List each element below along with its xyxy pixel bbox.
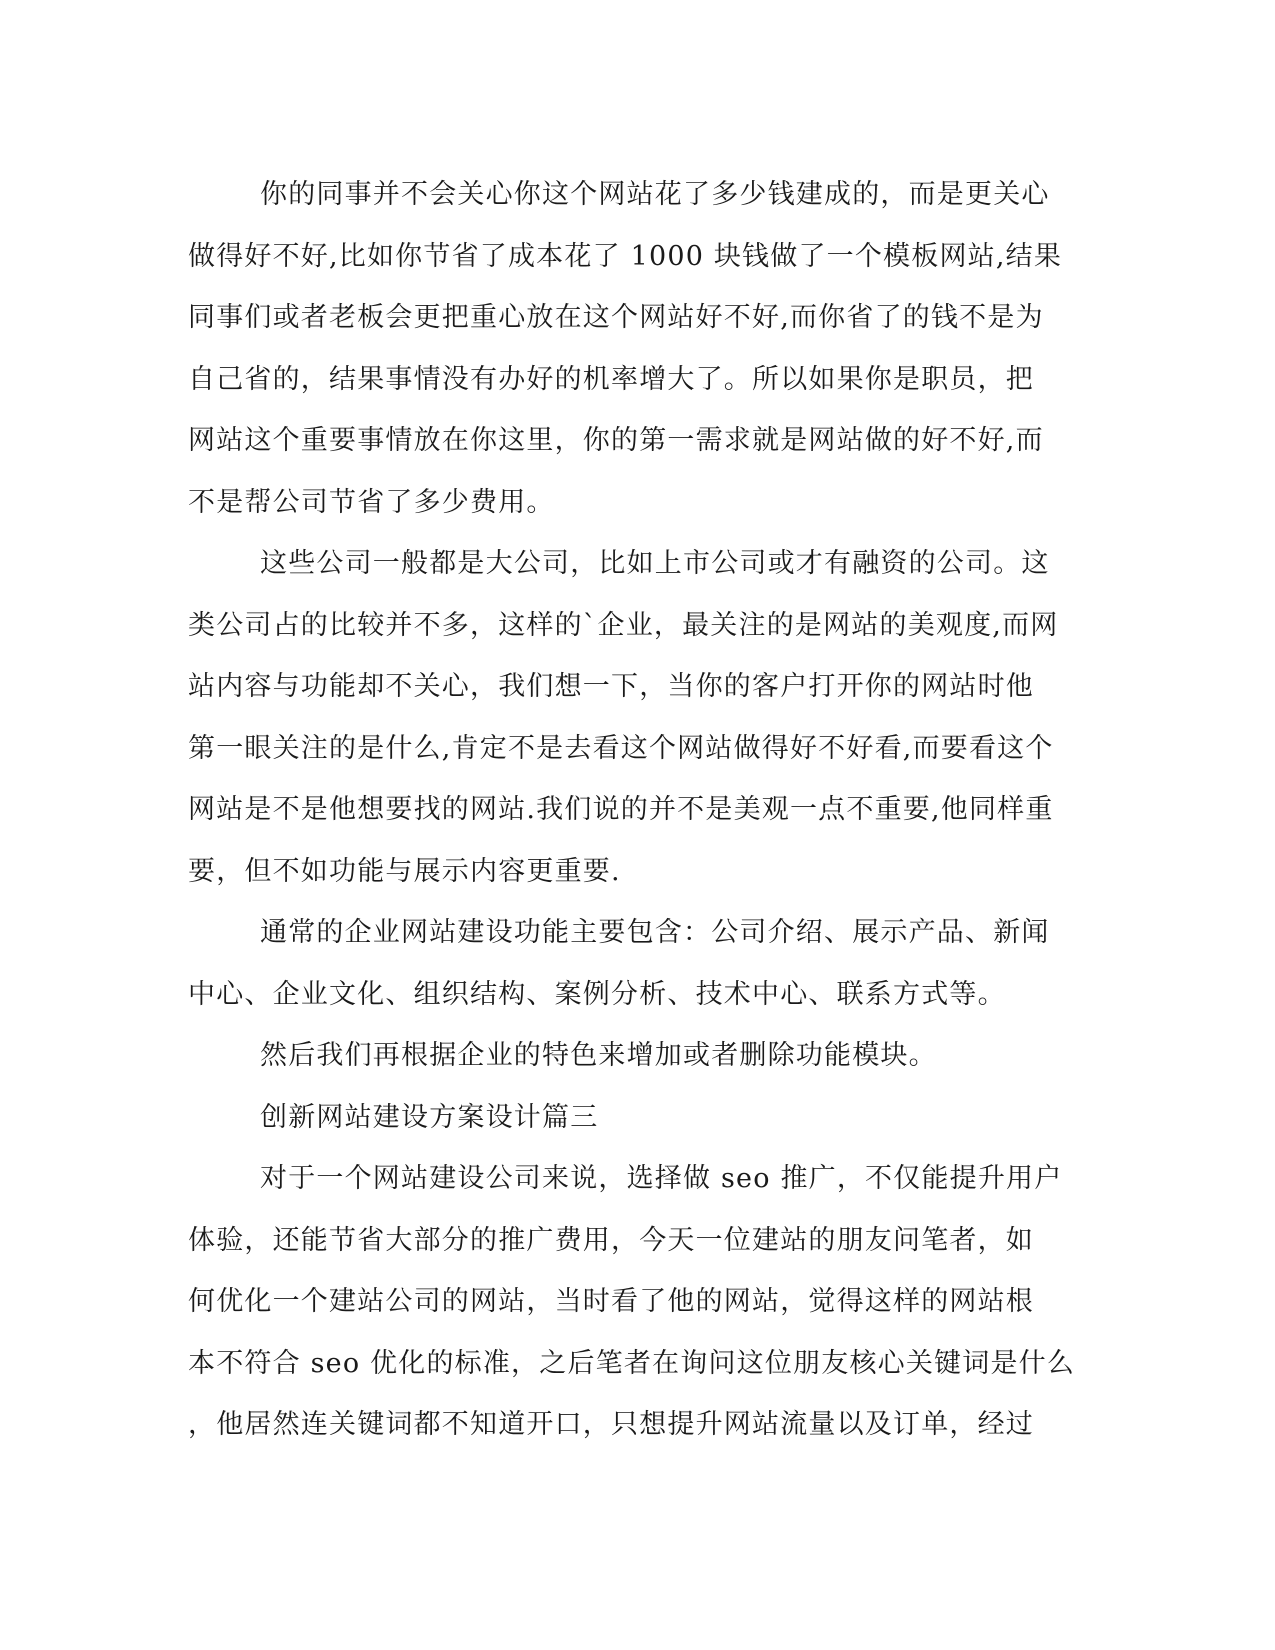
text-line: 做得好不好,比如你节省了成本花了 1000 块钱做了一个模板网站,结果 — [188, 240, 1063, 272]
text-line: 要，但不如功能与展示内容更重要. — [188, 855, 621, 887]
text-line: 不是帮公司节省了多少费用。 — [188, 486, 555, 518]
text-line: 网站是不是他想要找的网站.我们说的并不是美观一点不重要,他同样重 — [188, 794, 1054, 825]
paragraph-custom-modules — [188, 1025, 1068, 1087]
text-line: 同事们或者老板会更把重心放在这个网站好不好,而你省了的钱不是为 — [188, 302, 1044, 333]
text-line: 创新网站建设方案设计篇三 — [260, 1101, 599, 1133]
text-line: 体验，还能节省大部分的推广费用，今天一位建站的朋友问笔者，如 — [188, 1224, 1034, 1256]
text-line: 中心、企业文化、组织结构、案例分析、技术中心、联系方式等。 — [188, 978, 1006, 1010]
section-heading — [188, 1087, 1068, 1149]
text-line: 类公司占的比较并不多，这样的`企业，最关注的是网站的美观度,而网 — [188, 609, 1059, 641]
paragraph-site-functions — [188, 902, 1068, 1025]
text-line: 本不符合 seo 优化的标准，之后笔者在询问这位朋友核心关键词是什么 — [188, 1347, 1076, 1379]
paragraph-colleague-concern — [188, 164, 1068, 533]
paragraph-large-companies — [188, 533, 1068, 902]
text-line: 站内容与功能却不关心，我们想一下，当你的客户打开你的网站时他 — [188, 671, 1034, 702]
document-body — [188, 164, 1076, 1456]
text-line: 第一眼关注的是什么,肯定不是去看这个网站做得好不好看,而要看这个 — [188, 732, 1054, 764]
text-line: 这些公司一般都是大公司，比如上市公司或才有融资的公司。这 — [260, 548, 1050, 579]
paragraph-seo-promotion — [188, 1148, 1076, 1456]
text-line: 自己省的，结果事情没有办好的机率增大了。所以如果你是职员，把 — [188, 363, 1034, 395]
text-line: 何优化一个建站公司的网站，当时看了他的网站，觉得这样的网站根 — [188, 1286, 1034, 1317]
text-line: 然后我们再根据企业的特色来增加或者删除功能模块。 — [260, 1040, 937, 1071]
text-line: 通常的企业网站建设功能主要包含：公司介绍、展示产品、新闻 — [260, 917, 1050, 948]
text-line: 网站这个重要事情放在你这里，你的第一需求就是网站做的好不好,而 — [188, 425, 1044, 456]
text-line: 对于一个网站建设公司来说，选择做 seo 推广，不仅能提升用户 — [260, 1163, 1063, 1194]
text-line: 你的同事并不会关心你这个网站花了多少钱建成的，而是更关心 — [260, 179, 1050, 210]
text-line: ，他居然连关键词都不知道开口，只想提升网站流量以及订单，经过 — [188, 1409, 1034, 1440]
